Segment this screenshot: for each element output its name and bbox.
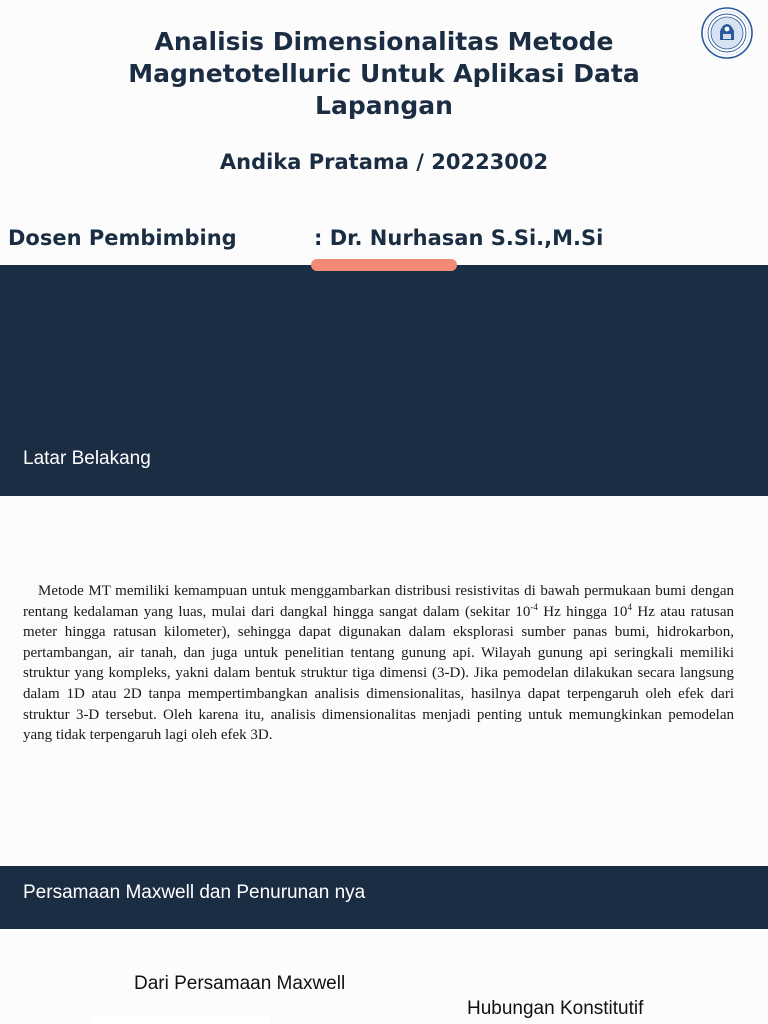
background-paragraph [23, 581, 734, 746]
paragraph-part-2: Hz hingga 10 [537, 603, 628, 620]
paragraph-part-3: Hz atau ratusan meter hingga ratusan kilometer), sehingga dapat digunakan dalam eksplorasi sumber panas bumi, hidrokarbon, pertambangan, air tanah, dan juga untuk penelitian tentang gunung api. Wilayah gunung api seringkali memiliki struktur yang kompleks, yakni dalam bentuk struktur tiga dimensi (3-D). Jika pemodelan dilakukan secara langsung dalam 1D atau 2D tanpa mempertimbangkan analisis dimensionalitas, hasilnya dapat terpengaruh oleh efek dari struktur 3-D tersebut. Oleh karena itu, analisis dimensionalitas menjadi penting untuk memungkinkan pemodelan yang tidak terpengaruh lagi oleh efek 3D. [23, 603, 734, 744]
section-title-maxwell: Persamaan Maxwell dan Penurunan nya [23, 882, 366, 903]
accent-underline [311, 259, 457, 271]
section-title-background: Latar Belakang [23, 448, 151, 469]
institution-seal-icon [701, 7, 753, 59]
advisor-label: Dosen Pembimbing [8, 226, 237, 250]
paragraph-part-1: Metode MT memiliki kemampuan untuk menggambarkan distribusi resistivitas di bawah permukaan bumi dengan rentang kedalaman yang luas, mulai dari dangkal hingga sangat dalam (sekitar 10 [23, 583, 734, 620]
maxwell-subheading: Dari Persamaan Maxwell [134, 973, 346, 994]
formula-placeholder [92, 1016, 270, 1024]
exponent-4: 4 [627, 601, 632, 612]
background-section-banner [0, 265, 768, 496]
advisor-name: : Dr. Nurhasan S.Si.,M.Si [314, 226, 604, 250]
page-title: Analisis Dimensionalitas Metode Magnetotelluric Untuk Aplikasi Data Lapangan [128, 27, 640, 120]
maxwell-section-banner [0, 866, 768, 929]
constitutive-subheading: Hubungan Konstitutif [467, 998, 644, 1019]
author-name: Andika Pratama / 20223002 [219, 150, 549, 174]
exponent-neg4: -4 [530, 601, 538, 612]
